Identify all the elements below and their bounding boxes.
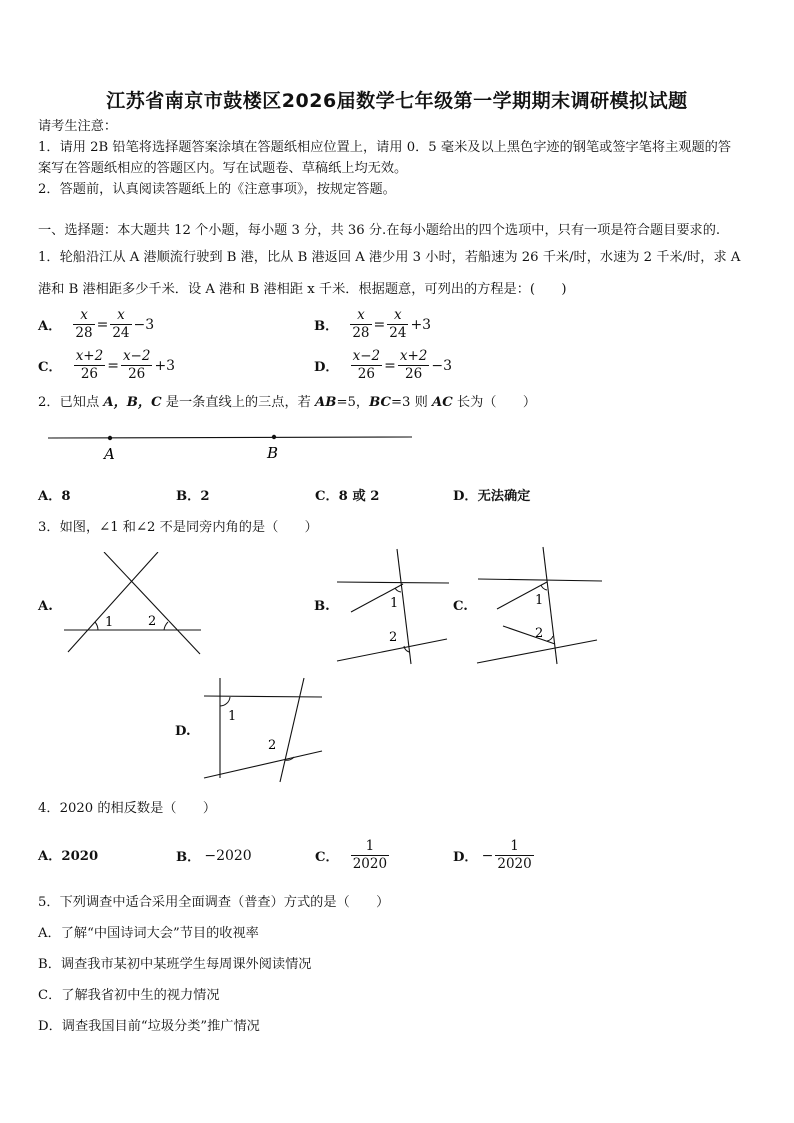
- option-label: A．: [38, 319, 62, 334]
- option-label: C．: [315, 850, 339, 865]
- q3-figure-c: [475, 546, 605, 666]
- angle-arc-1: [541, 585, 547, 590]
- angle-arc-1: [95, 622, 98, 630]
- angle-label-1: 1: [535, 593, 544, 608]
- option-label: C．: [38, 360, 62, 375]
- angle-label-2: 2: [389, 630, 398, 645]
- q2-option-c: C．8 或 2: [315, 489, 380, 504]
- q2-stem: 2．已知点 A，B，C 是一条直线上的三点，若 AB=5，BC=3 则 AC 长为（ ）: [38, 395, 537, 410]
- q3-figure-d: [202, 674, 327, 786]
- q5-option-b: B．调查我市某初中某班学生每周课外阅读情况: [38, 957, 312, 972]
- option-label: B．: [314, 319, 339, 334]
- q1-stem-line-1: 1．轮船沿江从 A 港顺流行驶到 B 港，比从 B 港返回 A 港少用 3 小时，若船速为 26 千米/时，水速为 2 千米/时，求 A: [38, 250, 741, 265]
- angle-label-1: 1: [105, 615, 114, 630]
- angle-label-1: 1: [228, 709, 237, 724]
- fraction: $\frac{x}{28}$: [352, 307, 370, 341]
- angle-label-1: 1: [390, 596, 399, 611]
- q3-label-b: B.: [314, 599, 330, 614]
- q3-stem: 3．如图，∠1 和∠2 不是同旁内角的是（ ）: [38, 520, 318, 535]
- q4-stem: 4．2020 的相反数是（ ）: [38, 801, 217, 816]
- option-label: D．: [453, 850, 478, 865]
- minus-sign: −: [481, 847, 494, 864]
- angle-label-2: 2: [268, 738, 277, 753]
- q1-option-a: [38, 307, 154, 342]
- fraction: $\frac{x+2}{26}$: [399, 348, 428, 382]
- point-b-dot: [272, 435, 276, 439]
- point-a-dot: [108, 436, 112, 440]
- q2-number-line-figure: [40, 425, 420, 470]
- angle-label-2: 2: [535, 626, 544, 641]
- q5-option-c: C．了解我省初中生的视力情况: [38, 988, 220, 1003]
- option-label: D．: [314, 360, 339, 375]
- point-b-label: B: [267, 444, 279, 462]
- fraction: $\frac{x+2}{26}$: [75, 348, 104, 382]
- angle-arc-2: [164, 622, 168, 630]
- angle-arc-1: [395, 588, 401, 592]
- fraction: $\frac{x}{24}$: [112, 307, 130, 341]
- q3-label-d: D.: [175, 724, 191, 739]
- notice-heading: 请考生注意：: [38, 119, 118, 134]
- section-heading: 一、选择题：本大题共 12 个小题，每小题 3 分，共 36 分.在每小题给出的四个选项中，只有一项是符合题目要求的.: [38, 223, 721, 238]
- q2-option-a: A．8: [38, 489, 71, 504]
- fraction: $\frac{1}{2020}$: [497, 838, 532, 872]
- expression-tail: +3: [154, 357, 176, 374]
- equals-sign: =: [384, 357, 396, 374]
- equals-sign: =: [107, 357, 119, 374]
- q3-figure-b: [335, 548, 453, 666]
- option-label: B．: [176, 850, 201, 865]
- option-value: −2020: [204, 847, 252, 864]
- q5-option-d: D．调查我国目前“垃圾分类”推广情况: [38, 1019, 260, 1034]
- angle-arc-2: [547, 636, 553, 641]
- equals-sign: =: [373, 316, 386, 333]
- fraction: $\frac{x-2}{26}$: [352, 348, 381, 382]
- equals-sign: =: [96, 316, 109, 333]
- q3-label-a: A.: [38, 599, 53, 614]
- notice-line-3: 2．答题前，认真阅读答题纸上的《注意事项》，按规定答题。: [38, 182, 396, 197]
- notice-line-2: 案写在答题纸相应的答题区内。写在试题卷、草稿纸上均无效。: [38, 161, 408, 176]
- q4-option-a: A．2020: [38, 849, 99, 864]
- expression-tail: −3: [431, 357, 453, 374]
- line: [48, 437, 412, 438]
- q4-option-b: [176, 846, 252, 865]
- notice-line-1: 1．请用 2B 铅笔将选择题答案涂填在答题纸相应位置上，请用 0．5 毫米及以上黑色字迹的钢笔或签字笔将主观题的答: [38, 140, 732, 155]
- point-a-label: A: [104, 445, 115, 463]
- q1-stem-line-2: 港和 B 港相距多少千米．设 A 港和 B 港相距 x 千米．根据题意，可列出的方程是：( ): [38, 282, 567, 297]
- fraction: $\frac{x}{28}$: [75, 307, 93, 341]
- q4-option-d: [453, 838, 536, 873]
- exam-title: 江苏省南京市鼓楼区2026届数学七年级第一学期期末调研模拟试题: [106, 90, 688, 112]
- q2-option-d: D．无法确定: [453, 489, 531, 504]
- expression-tail: −3: [133, 316, 155, 333]
- q1-option-c: [38, 348, 175, 383]
- angle-label-2: 2: [148, 614, 157, 629]
- q1-option-b: [314, 307, 431, 342]
- q4-option-c: [315, 838, 391, 873]
- q3-figure-a: [60, 552, 205, 657]
- q1-option-d: [314, 348, 452, 383]
- fraction: $\frac{x}{24}$: [389, 307, 407, 341]
- q3-label-c: C.: [453, 599, 468, 614]
- expression-tail: +3: [410, 316, 432, 333]
- fraction: $\frac{x-2}{26}$: [122, 348, 151, 382]
- q2-option-b: B．2: [176, 489, 210, 504]
- q5-option-a: A．了解“中国诗词大会”节目的收视率: [38, 926, 259, 941]
- q5-stem: 5．下列调查中适合采用全面调查（普查）方式的是（ ）: [38, 895, 390, 910]
- fraction: $\frac{1}{2020}$: [352, 838, 388, 872]
- angle-arc-1: [220, 697, 230, 706]
